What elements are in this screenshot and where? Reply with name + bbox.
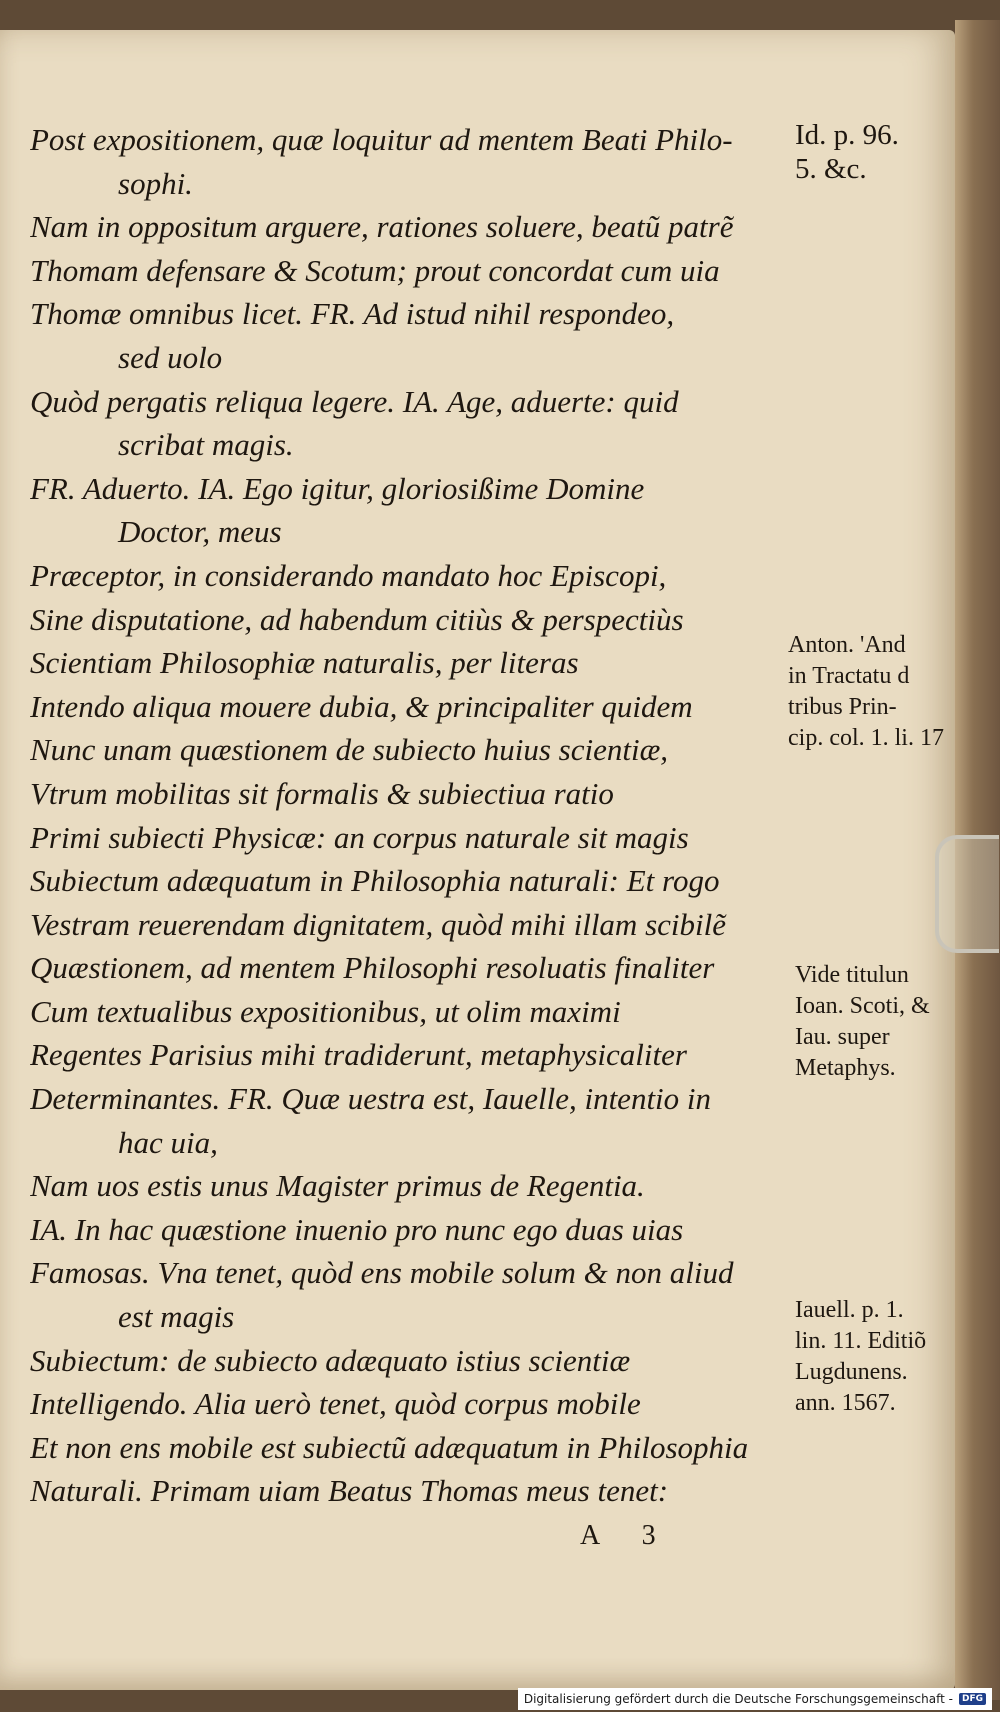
- margin-line: Vide titulun: [795, 962, 909, 988]
- margin-note-3: [795, 960, 930, 1084]
- text-line: Nam in oppositum arguere, rationes soluere, beatũ patrẽ: [30, 209, 734, 245]
- digitization-footer: [518, 1688, 992, 1710]
- margin-note-2: [788, 630, 944, 754]
- margin-line: Id. p. 96.: [795, 119, 899, 151]
- text-line: Vestram reuerendam dignitatem, quòd mihi illam scibilẽ: [30, 906, 726, 942]
- footer-text: Digitalisierung gefördert durch die Deutsche Forschungsgemeinschaft -: [523, 1692, 953, 1706]
- text-line: Subiectum: de subiecto adæquato istius scientiæ: [30, 1342, 631, 1378]
- margin-line: Iauell. p. 1.: [795, 1297, 904, 1323]
- margin-line: Lugdunens.: [795, 1359, 908, 1385]
- margin-line: in Tractatu d: [788, 663, 910, 689]
- margin-line: Iau. super: [795, 1024, 890, 1050]
- text-line: FR. Aduerto. IA. Ego igitur, gloriosißime Domine: [30, 470, 645, 506]
- text-line: Thomam defensare & Scotum; prout concordat cum uia: [30, 252, 720, 288]
- text-line: Nunc unam quæstionem de subiecto huius scientiæ,: [30, 732, 669, 768]
- text-line: Determinantes. FR. Quæ uestra est, Iauelle, intentio in: [30, 1081, 712, 1117]
- margin-line: Metaphys.: [795, 1055, 896, 1081]
- text-line: est magis: [118, 1299, 235, 1335]
- text-line: Regentes Parisius mihi tradiderunt, metaphysicaliter: [30, 1037, 687, 1073]
- margin-line: Ioan. Scoti, &: [795, 993, 930, 1019]
- dfg-logo-icon: DFG: [959, 1693, 986, 1705]
- text-line: Vtrum mobilitas sit formalis & subiectiua ratio: [30, 775, 614, 811]
- margin-line: tribus Prin-: [788, 694, 897, 720]
- text-line: Intendo aliqua mouere dubia, & principaliter quidem: [30, 688, 693, 724]
- text-line: Quæstionem, ad mentem Philosophi resoluatis finaliter: [30, 950, 715, 986]
- margin-line: 5. &c.: [795, 153, 867, 185]
- page-signature: A 3: [580, 1520, 674, 1551]
- text-line: sed uolo: [118, 339, 223, 375]
- text-line: Sine disputatione, ad habendum citiùs & perspectiùs: [30, 601, 684, 637]
- text-line: Famosas. Vna tenet, quòd ens mobile solum & non aliud: [30, 1255, 734, 1291]
- text-line: Thomæ omnibus licet. FR. Ad istud nihil respondeo,: [30, 296, 675, 332]
- text-line: hac uia,: [118, 1124, 218, 1160]
- page-clip: [935, 835, 999, 953]
- text-line: Subiectum adæquatum in Philosophia naturali: Et rogo: [30, 863, 720, 899]
- main-text-block: [30, 118, 790, 1513]
- margin-line: Anton. 'And: [788, 632, 906, 658]
- text-line: IA. In hac quæstione inuenio pro nunc ego duas uias: [30, 1211, 684, 1247]
- text-line: Præceptor, in considerando mandato hoc Episcopi,: [30, 557, 667, 593]
- text-line: Quòd pergatis reliqua legere. IA. Age, aduerte: quid: [30, 383, 679, 419]
- text-line: scribat magis.: [118, 427, 294, 463]
- text-line: Naturali. Primam uiam Beatus Thomas meus tenet:: [30, 1473, 669, 1509]
- text-line: Nam uos estis unus Magister primus de Regentia.: [30, 1168, 645, 1204]
- margin-note-1: [795, 118, 899, 186]
- margin-line: ann. 1567.: [795, 1390, 896, 1416]
- margin-line: lin. 11. Editiõ: [795, 1328, 927, 1354]
- margin-line: cip. col. 1. li. 17: [788, 725, 944, 751]
- text-line: sophi.: [118, 165, 193, 201]
- text-line: Post expositionem, quæ loquitur ad mentem Beati Philo-: [30, 122, 733, 157]
- text-line: Doctor, meus: [118, 514, 282, 550]
- text-line: Cum textualibus expositionibus, ut olim maximi: [30, 993, 621, 1029]
- text-line: Primi subiecti Physicæ: an corpus naturale sit magis: [30, 819, 689, 855]
- text-line: Intelligendo. Alia uerò tenet, quòd corpus mobile: [30, 1386, 641, 1422]
- text-line: Scientiam Philosophiæ naturalis, per literas: [30, 645, 579, 681]
- text-line: Et non ens mobile est subiectũ adæquatum in Philosophia: [30, 1429, 749, 1465]
- margin-note-4: [795, 1295, 926, 1419]
